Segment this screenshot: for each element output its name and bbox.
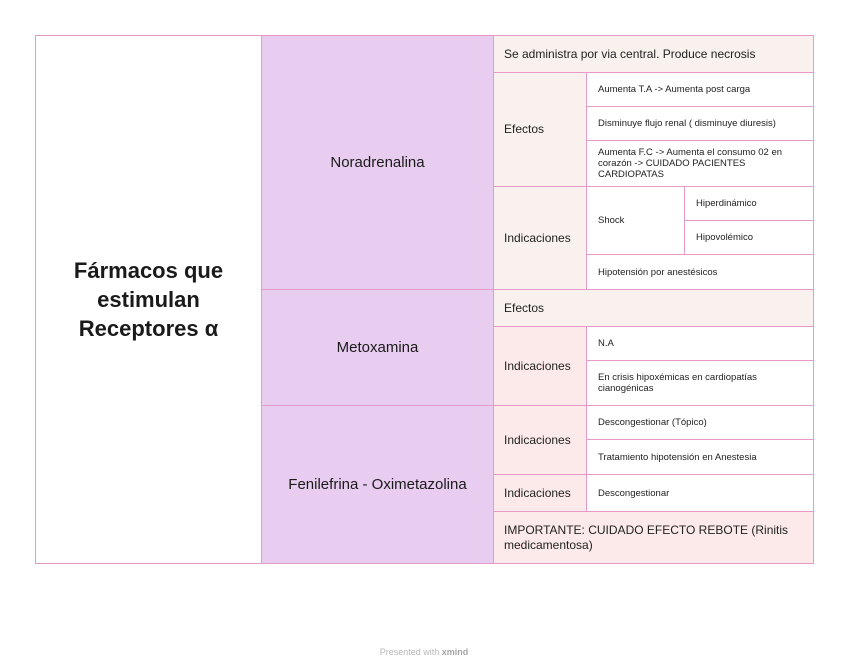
noradrenalina-indicaciones-label: Indicaciones	[504, 230, 571, 245]
metoxamina-indicaciones[interactable]	[493, 326, 587, 406]
noradrenalina-label: Noradrenalina	[330, 154, 425, 171]
footer-brand: xmind	[441, 647, 469, 657]
fenilefrina-descongestionar[interactable]	[586, 474, 814, 512]
fenilefrina-indicaciones-2[interactable]	[493, 474, 587, 512]
hipotension-text: Hipotensión por anestésicos	[598, 266, 718, 278]
shock-type-text: Hipovolémico	[696, 232, 754, 243]
indicacion-text: N.A	[598, 338, 614, 349]
topic-noradrenalina[interactable]	[261, 35, 494, 290]
noradrenalina-efectos-label: Efectos	[504, 122, 545, 136]
metoxamina-efectos[interactable]	[493, 289, 814, 327]
fenilefrina-indicaciones-label: Indicaciones	[504, 432, 571, 447]
shock-hipovolemico[interactable]	[684, 220, 814, 255]
metoxamina-efectos-label: Efectos	[504, 300, 545, 315]
efecto-text: Aumenta T.A -> Aumenta post carga	[598, 84, 751, 95]
efecto-text: Aumenta F.C -> Aumenta el consumo 02 en corazón -> CUIDADO PACIENTES CARDIOPATAS	[598, 147, 783, 180]
metoxamina-indicacion-2[interactable]	[586, 360, 814, 406]
metoxamina-indicaciones-label: Indicaciones	[504, 358, 571, 373]
fenilefrina-indicaciones-1[interactable]	[493, 405, 587, 475]
root-title: Fármacos que estimulan Receptores α	[73, 258, 224, 341]
shock-label: Shock	[598, 215, 625, 226]
importante-text: IMPORTANTE: CUIDADO EFECTO REBOTE (Rinitis medicamentosa)	[504, 522, 789, 552]
shock-type-text: Hiperdinámico	[696, 198, 757, 209]
root-topic[interactable]	[35, 35, 262, 564]
indicacion-text: En crisis hipoxémicas en cardiopatías cianogénicas	[598, 372, 757, 394]
indicacion-text: Tratamiento hipotensión en Anestesia	[598, 451, 757, 463]
indicacion-text: Descongestionar (Tópico)	[598, 417, 707, 428]
noradrenalina-via[interactable]	[493, 35, 814, 73]
fenilefrina-indicacion-2[interactable]	[586, 439, 814, 475]
noradrenalina-hipotension[interactable]	[586, 254, 814, 290]
fenilefrina-indicaciones-label: Indicaciones	[504, 485, 571, 500]
noradrenalina-indicaciones[interactable]	[493, 186, 587, 290]
noradrenalina-efecto-1[interactable]	[586, 72, 814, 107]
indicacion-text: Descongestionar	[598, 487, 670, 499]
topic-metoxamina[interactable]	[261, 289, 494, 406]
topic-fenilefrina[interactable]	[261, 405, 494, 564]
noradrenalina-via-text: Se administra por via central. Produce necrosis	[504, 46, 756, 61]
noradrenalina-efectos[interactable]	[493, 72, 587, 187]
noradrenalina-shock[interactable]	[586, 186, 685, 255]
footer-presented: Presented with	[379, 647, 440, 657]
noradrenalina-efecto-3[interactable]	[586, 140, 814, 187]
footer-watermark	[0, 647, 848, 657]
shock-hiperdinamico[interactable]	[684, 186, 814, 221]
fenilefrina-indicacion-1[interactable]	[586, 405, 814, 440]
fenilefrina-importante[interactable]	[493, 511, 814, 564]
efecto-text: Disminuye flujo renal ( disminuye diuresis)	[598, 118, 776, 129]
metoxamina-label: Metoxamina	[336, 339, 419, 356]
metoxamina-indicacion-1[interactable]	[586, 326, 814, 361]
fenilefrina-label: Fenilefrina - Oximetazolina	[288, 476, 467, 493]
noradrenalina-efecto-2[interactable]	[586, 106, 814, 141]
